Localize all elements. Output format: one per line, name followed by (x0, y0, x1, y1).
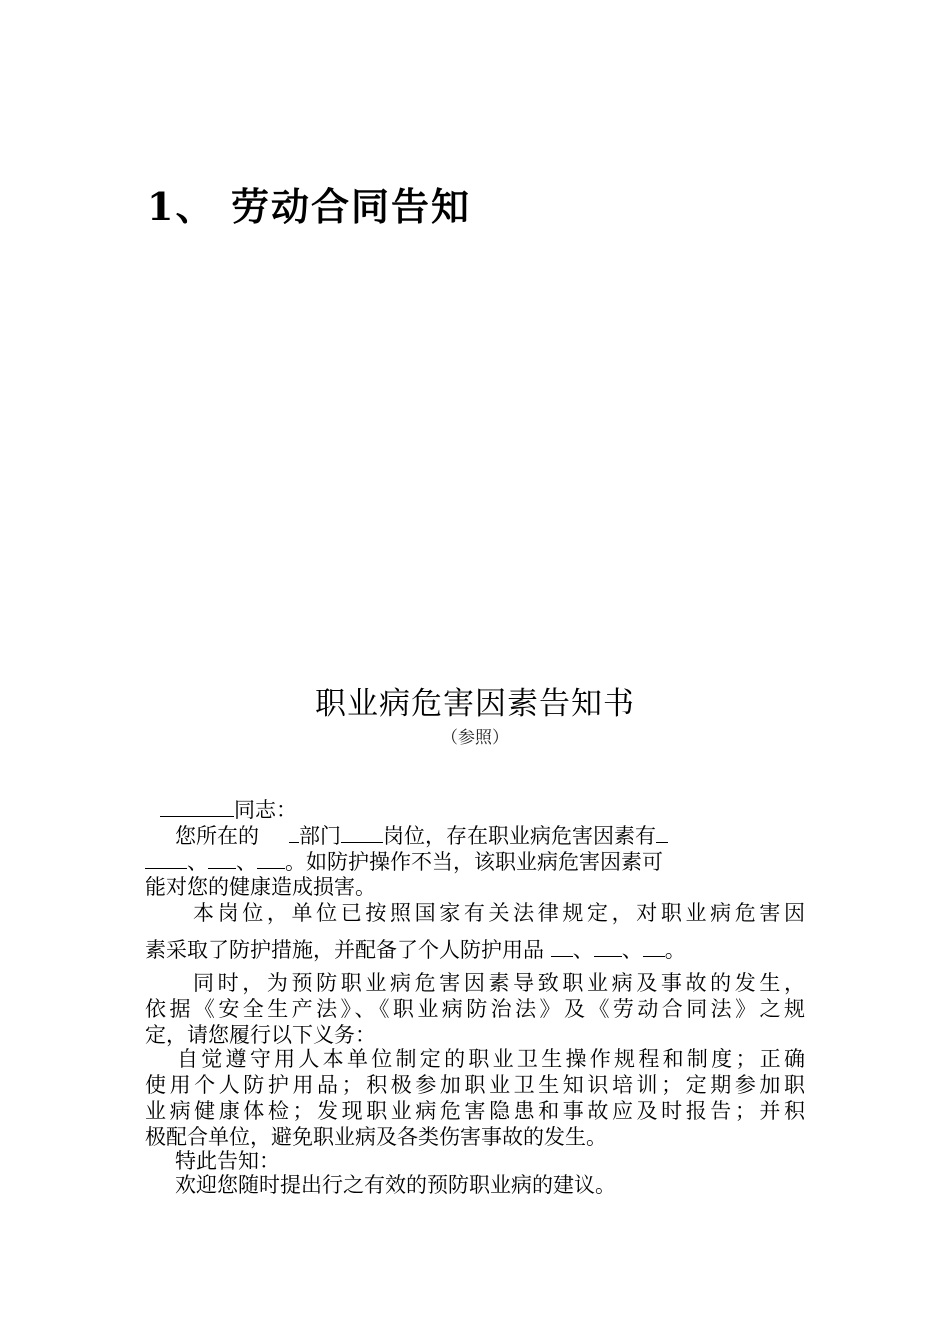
p3-line-2: 依据《安全生产法》、《职业病防治法》及《劳动合同法》之规 (145, 997, 805, 1021)
p2-sep-2: 、 (621, 938, 643, 962)
hazard-blank-1a (656, 822, 668, 843)
name-blank (160, 796, 234, 817)
p1-text-a: 您所在的 (175, 824, 259, 848)
p2-line-2 (145, 936, 686, 963)
dept-blank (289, 822, 299, 843)
p1-sep-2: 、 (236, 850, 257, 874)
p1-text-c: 岗位，存在职业病危害因素有 (383, 824, 656, 848)
hazard-blank-1b (145, 848, 187, 869)
p1-line-3: 能对您的健康造成损害。 (145, 875, 376, 899)
hazard-blank-2 (208, 848, 236, 869)
salutation-line (160, 796, 297, 823)
ppe-blank-2 (594, 936, 622, 957)
notice-subtitle: （参照） (441, 728, 509, 748)
p2-line-2-end: 。 (664, 938, 686, 962)
p4-line-1: 自觉遵守用人本单位制定的职业卫生操作规程和制度；正确 (177, 1047, 805, 1071)
p1-sep-1: 、 (187, 850, 208, 874)
p1-line-2 (145, 848, 663, 875)
closing-text: 特此告知： (175, 1149, 280, 1173)
salutation-text: 同志： (234, 798, 297, 822)
p3-line-3: 定，请您履行以下义务： (145, 1023, 376, 1047)
post-blank (341, 822, 383, 843)
p2-sep-1: 、 (572, 938, 594, 962)
p2-text-a: 素采取了防护措施，并配备了个人防护用品 (145, 938, 544, 962)
welcome-text: 欢迎您随时提出行之有效的预防职业病的建议。 (175, 1173, 616, 1197)
p4-line-3: 业病健康体检；发现职业病危害隐患和事故应及时报告；并积 (145, 1099, 805, 1123)
p4-line-4: 极配合单位，避免职业病及各类伤害事故的发生。 (145, 1125, 607, 1149)
section-number: 1、 (147, 184, 216, 229)
p4-line-2: 使用个人防护用品；积极参加职业卫生知识培训；定期参加职 (145, 1073, 805, 1097)
p1-line-1 (175, 822, 668, 849)
hazard-blank-3 (257, 848, 285, 869)
p2-line-1: 本岗位，单位已按照国家有关法律规定，对职业病危害因 (193, 901, 805, 925)
ppe-blank-3 (643, 936, 665, 957)
section-title: 劳动合同告知 (231, 184, 472, 229)
notice-title: 职业病危害因素告知书 (315, 686, 635, 722)
p1-text-b: 部门 (299, 824, 341, 848)
p3-line-1: 同时，为预防职业病危害因素导致职业病及事故的发生， (193, 971, 805, 995)
section-heading (147, 176, 471, 231)
p1-line-2-end: 。如防护操作不当，该职业病危害因素可 (285, 850, 663, 874)
ppe-blank-1 (551, 936, 573, 957)
